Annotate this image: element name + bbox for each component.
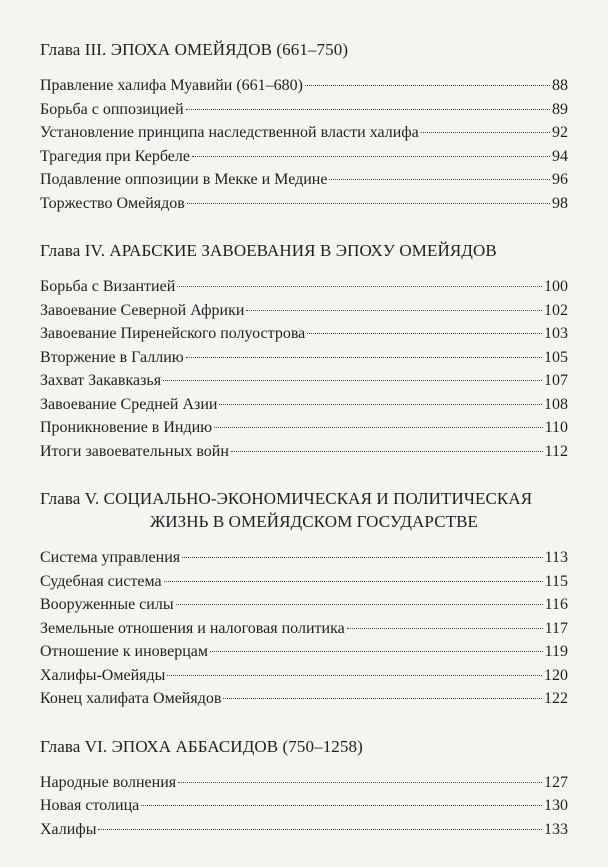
- toc-entry[interactable]: [40, 346, 568, 370]
- dot-leader: [219, 404, 542, 405]
- chapter-3: [40, 38, 568, 215]
- entry-label: Вооруженные силы: [40, 596, 174, 613]
- page-number: 117: [544, 619, 568, 637]
- dot-leader: [187, 203, 550, 204]
- chapter-title-line2: ЖИЗНЬ В ОМЕЙЯДСКОМ ГОСУДАРСТВЕ: [149, 512, 479, 531]
- chapter-4: [40, 239, 568, 463]
- chapter-title-text: Глава V. СОЦИАЛЬНО-ЭКОНОМИЧЕСКАЯ И ПОЛИТИЧЕСКАЯ: [40, 489, 533, 508]
- page-number: 107: [544, 372, 568, 389]
- toc-entry[interactable]: [40, 299, 568, 323]
- toc-entry[interactable]: [40, 794, 568, 818]
- dot-leader: [246, 310, 542, 311]
- entry-label: Правление халифа Муавийи (661–680): [40, 77, 303, 94]
- page-number: 113: [544, 549, 568, 566]
- entry-label: Судебная система: [40, 572, 162, 590]
- entry-label: Борьба с оппозицией: [40, 100, 184, 118]
- chapter-6: [40, 735, 568, 842]
- page-number: 120: [544, 666, 568, 684]
- entry-list: [40, 771, 568, 842]
- toc-entry[interactable]: [40, 416, 568, 440]
- entry-list: [40, 546, 568, 711]
- dot-leader: [176, 604, 543, 605]
- entry-label: Итоги завоевательных войн: [40, 442, 229, 460]
- toc-entry[interactable]: [40, 546, 568, 570]
- dot-leader: [305, 85, 550, 86]
- toc-entry[interactable]: [40, 168, 568, 192]
- dot-leader: [347, 628, 543, 629]
- toc-entry[interactable]: [40, 145, 568, 169]
- dot-leader: [178, 782, 542, 783]
- entry-label: Вторжение в Галлию: [40, 348, 184, 366]
- toc-entry[interactable]: [40, 664, 568, 688]
- entry-label: Новая столица: [40, 797, 140, 814]
- chapter-title: [40, 239, 568, 262]
- toc-entry[interactable]: [40, 771, 568, 795]
- entry-label: Народные волнения: [40, 773, 177, 791]
- dot-leader: [98, 829, 542, 830]
- toc-entry[interactable]: [40, 322, 568, 346]
- entry-label: Конец халифата Омейядов: [40, 690, 222, 707]
- entry-label: Земельные отношения и налоговая политика: [40, 619, 345, 637]
- toc-entry[interactable]: [40, 617, 568, 641]
- dot-leader: [186, 357, 542, 358]
- toc-entry[interactable]: [40, 440, 568, 464]
- toc-entry[interactable]: [40, 593, 568, 617]
- entry-label: Халифы-Омейяды: [40, 666, 166, 684]
- page-number: 96: [552, 171, 568, 188]
- page-number: 100: [544, 278, 568, 295]
- page-number: 119: [544, 643, 568, 660]
- page-number: 94: [552, 147, 568, 165]
- page-number: 130: [544, 797, 568, 814]
- page-number: 127: [544, 773, 568, 791]
- dot-leader: [307, 333, 542, 334]
- entry-label: Халифы: [40, 820, 97, 838]
- page-number: 112: [544, 442, 568, 460]
- dot-leader: [223, 698, 542, 699]
- entry-label: Отношение к иноверцам: [40, 643, 209, 660]
- toc-entry[interactable]: [40, 369, 568, 393]
- entry-label: Торжество Омейядов: [40, 194, 185, 212]
- entry-label: Завоевание Средней Азии: [40, 395, 218, 413]
- dot-leader: [329, 179, 550, 180]
- chapter-title-text: Глава III. ЭПОХА ОМЕЙЯДОВ (661–750): [40, 40, 349, 59]
- dot-leader: [214, 427, 542, 428]
- toc-entry[interactable]: [40, 687, 568, 711]
- toc-entry[interactable]: [40, 393, 568, 417]
- dot-leader: [182, 557, 542, 558]
- toc-entry[interactable]: [40, 74, 568, 98]
- entry-label: Подавление оппозиции в Мекке и Медине: [40, 171, 328, 188]
- entry-label: Проникновение в Индию: [40, 419, 213, 436]
- entry-label: Захват Закавказья: [40, 372, 162, 389]
- page-number: 115: [544, 572, 568, 590]
- page-number: 110: [544, 419, 568, 436]
- dot-leader: [192, 156, 550, 157]
- entry-label: Трагедия при Кербеле: [40, 147, 190, 165]
- dot-leader: [141, 805, 542, 806]
- dot-leader: [231, 451, 543, 452]
- chapter-title-text: Глава VI. ЭПОХА АББАСИДОВ (750–1258): [40, 736, 363, 756]
- toc-entry[interactable]: [40, 192, 568, 216]
- entry-list: [40, 74, 568, 215]
- dot-leader: [163, 380, 542, 381]
- dot-leader: [164, 581, 543, 582]
- page-number: 89: [552, 100, 568, 118]
- page-number: 108: [544, 395, 568, 413]
- page-number: 116: [544, 596, 568, 613]
- entry-list: [40, 275, 568, 463]
- entry-label: Система управления: [40, 549, 181, 566]
- chapter-title: [40, 735, 568, 758]
- dot-leader: [421, 132, 550, 133]
- page-number: 103: [544, 325, 568, 342]
- toc-entry[interactable]: [40, 121, 568, 145]
- chapter-title-text: Глава IV. АРАБСКИЕ ЗАВОЕВАНИЯ В ЭПОХУ ОМЕЙЯДОВ: [40, 241, 497, 260]
- entry-label: Установление принципа наследственной власти халифа: [40, 124, 419, 141]
- toc-entry[interactable]: [40, 640, 568, 664]
- chapter-title: [40, 487, 568, 533]
- toc-entry[interactable]: [40, 818, 568, 842]
- page-number: 105: [544, 348, 568, 366]
- toc-entry[interactable]: [40, 570, 568, 594]
- chapter-title: [40, 38, 568, 61]
- dot-leader: [210, 651, 543, 652]
- dot-leader: [167, 675, 542, 676]
- page-number: 133: [544, 820, 568, 838]
- dot-leader: [186, 109, 550, 110]
- page-number: 122: [544, 690, 568, 707]
- entry-label: Завоевание Пиренейского полуострова: [40, 325, 306, 342]
- dot-leader: [177, 286, 542, 287]
- entry-label: Завоевание Северной Африки: [40, 301, 245, 319]
- toc-entry[interactable]: [40, 98, 568, 122]
- entry-label: Борьба с Византией: [40, 278, 176, 295]
- page-number: 98: [552, 194, 568, 212]
- page-number: 92: [552, 124, 568, 141]
- toc-entry[interactable]: [40, 275, 568, 299]
- chapter-5: [40, 487, 568, 711]
- page-number: 88: [552, 77, 568, 94]
- page-number: 102: [544, 301, 568, 319]
